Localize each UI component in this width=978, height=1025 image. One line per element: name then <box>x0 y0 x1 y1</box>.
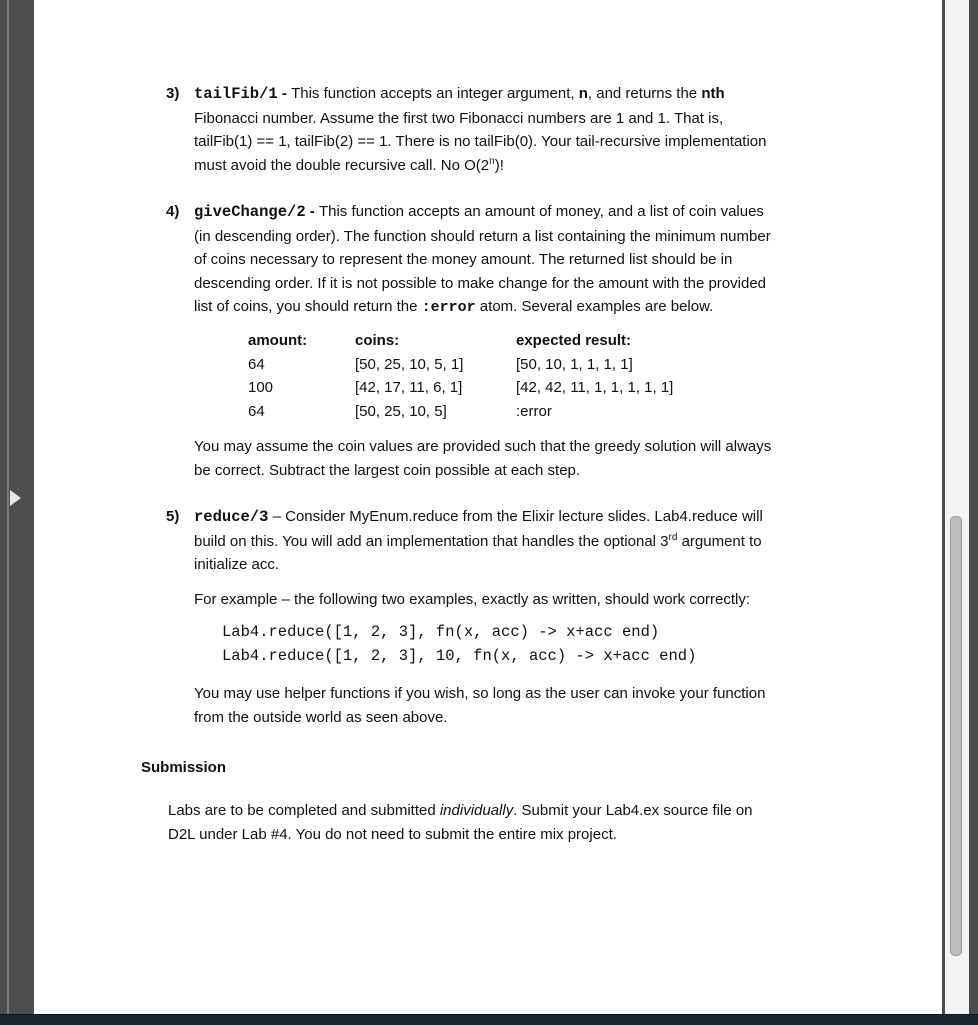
text: list of coins, you should return the <box>194 298 422 315</box>
submission-text <box>168 799 828 846</box>
task-item-5 <box>166 505 846 577</box>
code-example-2: Lab4.reduce([1, 2, 3], 10, fn(x, acc) -> x+acc end) <box>222 647 697 665</box>
superscript: n <box>489 155 495 167</box>
submission-heading: Submission <box>141 759 227 776</box>
expand-panel-arrow-icon[interactable] <box>10 490 21 506</box>
greedy-note <box>194 435 854 482</box>
item-line <box>194 530 846 554</box>
function-name: giveChange/2 <box>194 203 306 221</box>
item-line: initialize acc. <box>194 556 280 573</box>
bold-n: n <box>578 85 588 102</box>
emphasis: individually <box>439 802 514 819</box>
cell-expected: :error <box>516 402 552 420</box>
scrollbar-thumb[interactable] <box>950 516 962 956</box>
item-body <box>194 82 846 177</box>
header-coins: coins: <box>355 332 400 350</box>
task-item-4 <box>166 200 846 320</box>
document-page <box>34 0 942 1014</box>
cell-amount: 64 <box>248 355 265 373</box>
submission-line <box>168 799 828 823</box>
text: Labs are to be completed and submitted <box>168 802 440 819</box>
text: , and returns the <box>587 85 702 102</box>
cell-coins: [50, 25, 10, 5, 1] <box>355 355 464 373</box>
helper-note <box>194 682 854 729</box>
note-line: You may use helper functions if you wish, so long as the user can invoke your function <box>194 685 766 702</box>
text: atom. Several examples are below. <box>475 298 714 315</box>
submission-line: D2L under Lab #4. You do not need to submit the entire mix project. <box>168 825 617 843</box>
example-intro: For example – the following two examples, exactly as written, should work correctly: <box>194 591 751 608</box>
item-line: (in descending order). The function should return a list containing the minimum number <box>194 227 771 245</box>
text: This function accepts an integer argument, <box>291 85 579 102</box>
examples-table <box>248 329 716 423</box>
cell-coins: [42, 17, 11, 6, 1] <box>355 379 463 397</box>
text: Consider MyEnum.reduce from the Elixir lecture slides. Lab4.reduce will <box>285 508 763 525</box>
text: must avoid the double recursive call. No O(2 <box>194 156 490 174</box>
bold-nth: nth <box>701 85 725 102</box>
item-line: Fibonacci number. Assume the first two Fibonacci numbers are 1 and 1. That is, <box>194 109 724 127</box>
code-example-1: Lab4.reduce([1, 2, 3], fn(x, acc) -> x+acc end) <box>222 623 660 641</box>
header-amount: amount: <box>248 332 308 350</box>
table-row <box>248 353 716 377</box>
item-line <box>194 505 846 530</box>
left-gutter <box>0 0 34 1014</box>
gutter-edge <box>7 0 9 1014</box>
cell-expected: [42, 42, 11, 1, 1, 1, 1, 1] <box>516 379 674 397</box>
function-name: reduce/3 <box>194 508 269 526</box>
item-line: of coins necessary to represent the money amount. The returned list should be in <box>194 251 733 268</box>
item-number: 3) <box>166 85 180 102</box>
note-line: from the outside world as seen above. <box>194 708 448 726</box>
cell-amount: 100 <box>248 379 274 397</box>
item-body <box>194 200 846 320</box>
item-number: 5) <box>166 508 180 525</box>
dash: - <box>277 85 292 102</box>
item-number: 4) <box>166 203 180 220</box>
function-name: tailFib/1 <box>194 85 278 103</box>
item-line: descending order. If it is not possible to make change for the amount with the provided <box>194 274 767 292</box>
table-header-row <box>248 329 716 353</box>
header-expected: expected result: <box>516 332 632 350</box>
item-body <box>194 505 846 577</box>
text: . Submit your Lab4.ex source file on <box>513 802 753 819</box>
item-line: tailFib(1) == 1, tailFib(2) == 1. There is no tailFib(0). Your tail-recursive implementation <box>194 133 767 150</box>
cell-expected: [50, 10, 1, 1, 1, 1] <box>516 355 633 373</box>
superscript: rd <box>668 531 678 543</box>
text: This function accepts an amount of money, and a list of coin values <box>318 203 764 220</box>
task-item-3 <box>166 82 846 177</box>
note-line: be correct. Subtract the largest coin possible at each step. <box>194 461 581 479</box>
cell-amount: 64 <box>248 402 265 420</box>
bottom-bar <box>0 1014 978 1025</box>
item-line <box>194 200 846 225</box>
item-line <box>194 82 846 107</box>
error-atom: :error <box>421 299 476 316</box>
text: build on this. You will add an implementation that handles the optional 3 <box>194 532 669 550</box>
table-row <box>248 400 716 424</box>
dash: - <box>305 203 319 220</box>
dash: – <box>268 508 286 525</box>
text: argument to <box>677 532 762 550</box>
item-line <box>194 295 846 320</box>
table-row <box>248 376 716 400</box>
cell-coins: [50, 25, 10, 5] <box>355 402 447 420</box>
item-line <box>194 154 846 178</box>
note-line: You may assume the coin values are provided such that the greedy solution will always <box>194 438 772 455</box>
text: )! <box>494 156 504 174</box>
